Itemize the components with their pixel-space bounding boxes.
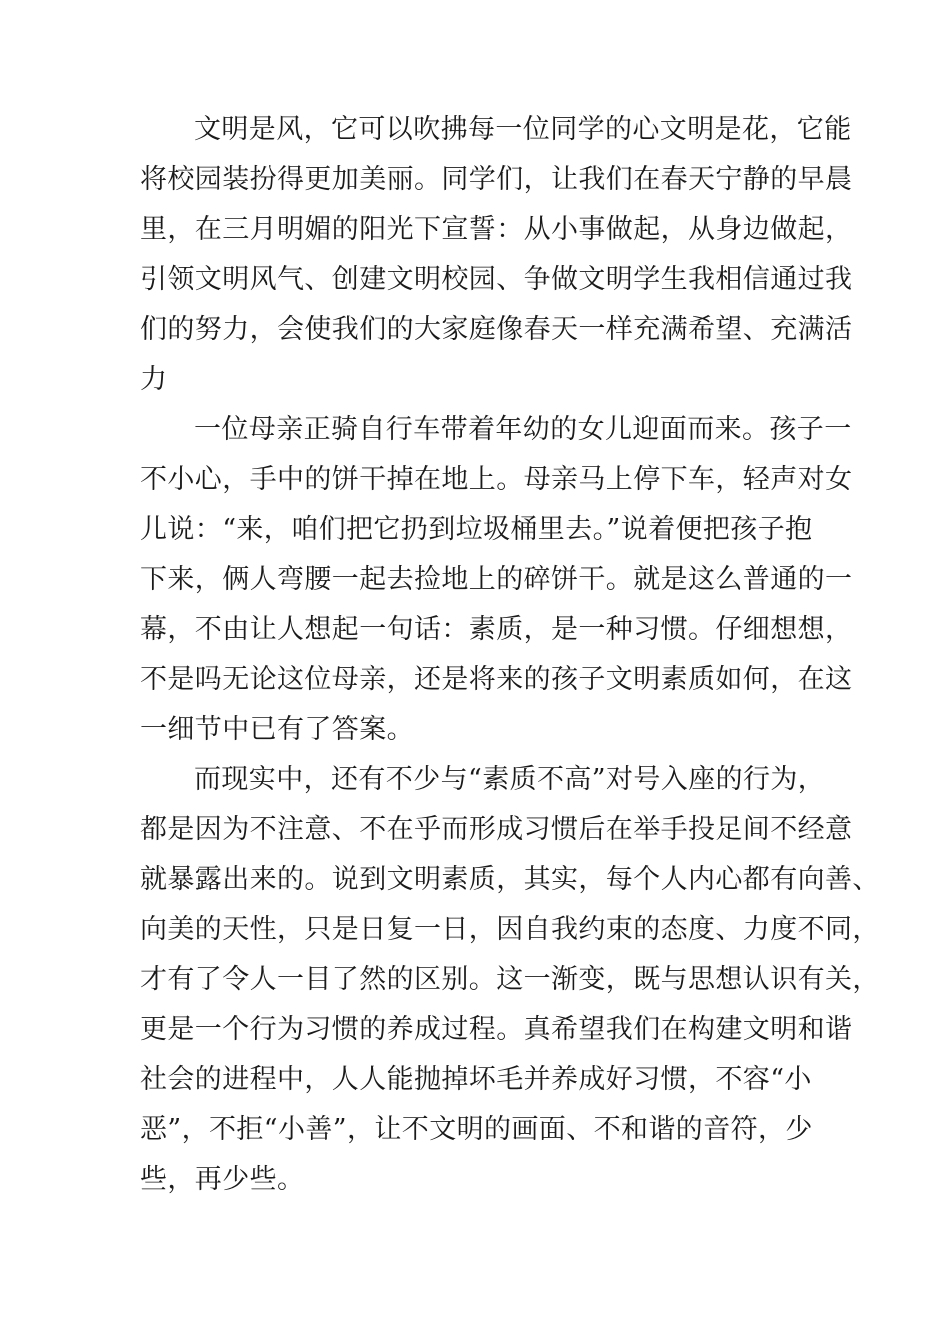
paragraph-1-line-1: 文明是风，它可以吹拂每一位同学的心文明是花，它能: [194, 114, 852, 145]
paragraph-1-line-3: 里，在三月明媚的阳光下宣誓：从小事做起，从身边做起，: [140, 214, 853, 245]
paragraph-3-line-6: 更是一个行为习惯的养成过程。真希望我们在构建文明和谐: [140, 1014, 853, 1045]
paragraph-2-line-2: 不小心，手中的饼干掉在地上。母亲马上停下车，轻声对女: [140, 464, 853, 495]
paragraph-3-line-4: 向美的天性，只是日复一日，因自我约束的态度、力度不同，: [140, 914, 880, 945]
paragraph-3-line-9: 些，再少些。: [140, 1164, 305, 1195]
paragraph-1-line-4: 引领文明风气、创建文明校园、争做文明学生我相信通过我: [140, 264, 853, 295]
paragraph-1-line-2: 将校园装扮得更加美丽。同学们，让我们在春天宁静的早晨: [140, 164, 853, 195]
paragraph-3-line-3: 就暴露出来的。说到文明素质，其实，每个人内心都有向善、: [140, 864, 880, 895]
paragraph-2-line-4: 下来，俩人弯腰一起去捡地上的碎饼干。就是这么普通的一: [140, 564, 853, 595]
paragraph-3-line-2: 都是因为不注意、不在乎而形成习惯后在举手投足间不经意: [140, 814, 853, 845]
paragraph-2-line-5: 幕，不由让人想起一句话：素质，是一种习惯。仔细想想，: [140, 614, 853, 645]
paragraph-3-line-1: 而现实中，还有不少与“素质不高”对号入座的行为，: [194, 764, 826, 795]
paragraph-3-line-7: 社会的进程中，人人能抛掉坏毛并养成好习惯，不容“小: [140, 1064, 812, 1095]
paragraph-2-line-7: 一细节中已有了答案。: [140, 714, 414, 745]
paragraph-3-line-8: 恶”，不拒“小善”，让不文明的画面、不和谐的音符，少: [140, 1114, 813, 1145]
paragraph-3-line-5: 才有了令人一目了然的区别。这一渐变，既与思想认识有关，: [140, 964, 880, 995]
paragraph-2-line-1: 一位母亲正骑自行车带着年幼的女儿迎面而来。孩子一: [194, 414, 852, 445]
paragraph-2-line-6: 不是吗无论这位母亲，还是将来的孩子文明素质如何，在这: [140, 664, 853, 695]
paragraph-1-line-5: 们的努力，会使我们的大家庭像春天一样充满希望、充满活: [140, 314, 853, 345]
paragraph-1-line-6: 力: [140, 364, 168, 395]
paragraph-2-line-3: 儿说：“来，咱们把它扔到垃圾桶里去。”说着便把孩子抱: [140, 514, 813, 545]
